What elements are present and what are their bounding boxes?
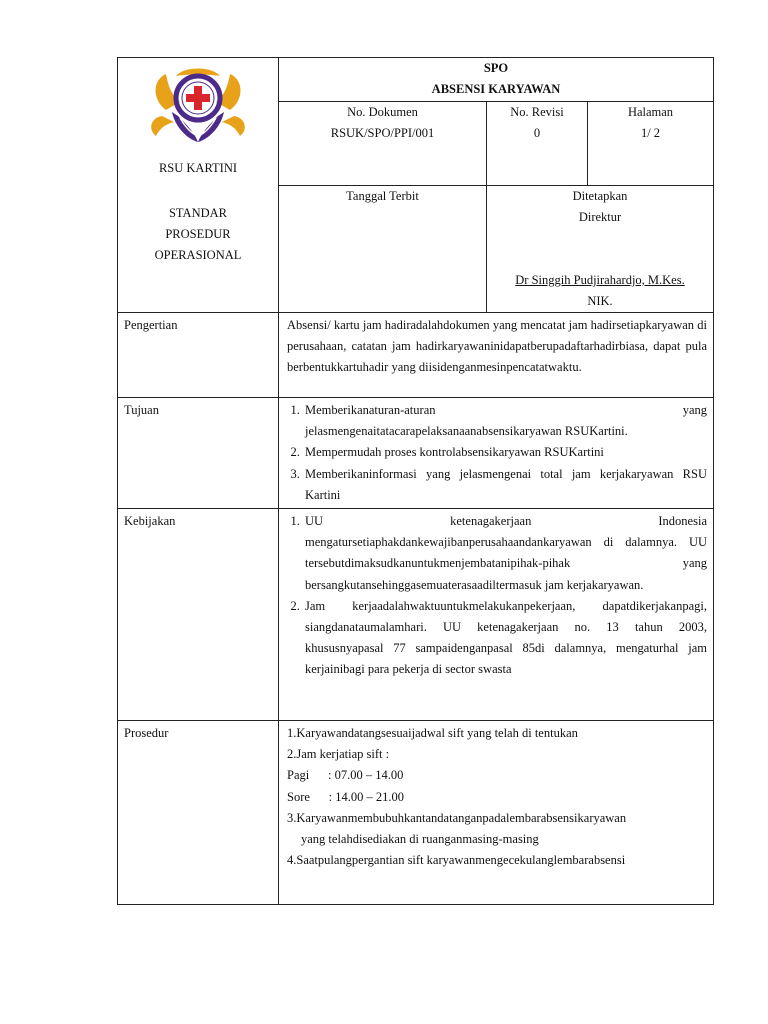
- list-item: 2. Jam kerjaadalahwaktuuntukmelakukanpekerjaan, dapatdikerjakanpagi, siangdanataumalamhari. UU ketenagakerjaan no. 13 tahun 2003, khususnyapasal 77 sampaidenganpasal 85di dalamnya, mengaturhal jam kerjainibagi para pekerja di sector swasta: [303, 596, 707, 681]
- kebijakan-cell: [279, 509, 714, 721]
- direktur-label: Direktur: [578, 210, 622, 224]
- prosedur-line: 1.Karyawandatangsesuaijadwal sift yang telah di tentukan: [287, 726, 578, 741]
- no-dokumen-value: RSUK/SPO/PPI/001: [330, 126, 435, 140]
- prosedur-line: 4.Saatpulangpergantian sift karyawanmengecekulanglembarabsensi: [287, 853, 626, 868]
- prosedur-label: Prosedur: [118, 721, 279, 905]
- list-item: 3. Memberikaninformasi yang jelasmengenai total jam kerjakaryawan RSU Kartini: [303, 464, 707, 506]
- halaman-value: 1/ 2: [640, 126, 661, 140]
- doc-type: SPO: [483, 61, 509, 75]
- prosedur-line: Sore : 14.00 – 21.00: [287, 789, 405, 804]
- pengertian-text: Absensi/ kartu jam hadiradalahdokumen yang mencatat jam hadirsetiapkaryawan di perusahaan, catatan jam hadirkaryawaninidapatberupadaftarhadirbiasa, dapat pula berbentukkartuhadir yang diisidenganmesinpencatatwaktu.: [279, 313, 714, 398]
- kebijakan-list: [287, 511, 707, 681]
- standar-line: PROSEDUR: [165, 227, 231, 241]
- prosedur-line: yang telahdisediakan di ruanganmasing-masing: [301, 832, 539, 847]
- hospital-name: RSU KARTINI: [158, 161, 238, 175]
- spo-document: [117, 57, 713, 905]
- kebijakan-label: Kebijakan: [118, 509, 279, 721]
- standar-line: OPERASIONAL: [154, 248, 242, 262]
- prosedur-line: 3.Karyawanmembubuhkantandatanganpadalembarabsensikaryawan: [287, 810, 627, 825]
- standar-prosedur-operasional: [118, 203, 278, 266]
- hospital-logo-icon: [146, 66, 250, 146]
- prosedur-cell: [279, 721, 714, 905]
- tanggal-terbit-cell: [279, 186, 487, 313]
- prosedur-line: 2.Jam kerjatiap sift :: [287, 747, 390, 762]
- prosedur-line: Pagi : 07.00 – 14.00: [287, 768, 404, 783]
- no-revisi-label: No. Revisi: [510, 105, 564, 119]
- ditetapkan-label: Ditetapkan: [572, 189, 628, 203]
- tujuan-cell: [279, 398, 714, 509]
- spo-table: [117, 57, 714, 905]
- list-item: 1. Memberikanaturan-aturan yang jelasmengenaitatacarapelaksanaanabsensikaryawan RSUKartini.: [303, 400, 707, 442]
- title-cell: [279, 58, 714, 102]
- logo-cell: [118, 58, 279, 313]
- nik-label: NIK.: [587, 294, 613, 308]
- standar-line: STANDAR: [168, 206, 228, 220]
- doc-title: ABSENSI KARYAWAN: [431, 82, 561, 96]
- no-revisi-cell: [487, 102, 588, 186]
- pengertian-label: Pengertian: [118, 313, 279, 398]
- tanggal-terbit-label: Tanggal Terbit: [346, 189, 419, 203]
- list-item: 1. UU ketenagakerjaan Indonesia mengatursetiaphakdankewajibanperusahaandankaryawan di dalamnya. UU tersebutdimaksudkanuntukmenjembatanipihak-pihak yang bersangkutansehinggasemuaterasaadiltermasuk jam kerjakaryawan.: [303, 511, 707, 596]
- halaman-label: Halaman: [627, 105, 674, 119]
- no-dokumen-label: No. Dokumen: [347, 105, 418, 119]
- list-item: 2. Mempermudah proses kontrolabsensikaryawan RSUKartini: [303, 442, 707, 463]
- halaman-cell: [588, 102, 714, 186]
- tujuan-label: Tujuan: [118, 398, 279, 509]
- direktur-name: Dr Singgih Pudjirahardjo, M.Kes.: [515, 273, 685, 287]
- tujuan-list: [287, 400, 707, 506]
- no-dokumen-cell: [279, 102, 487, 186]
- ditetapkan-cell: [487, 186, 714, 313]
- no-revisi-value: 0: [533, 126, 541, 140]
